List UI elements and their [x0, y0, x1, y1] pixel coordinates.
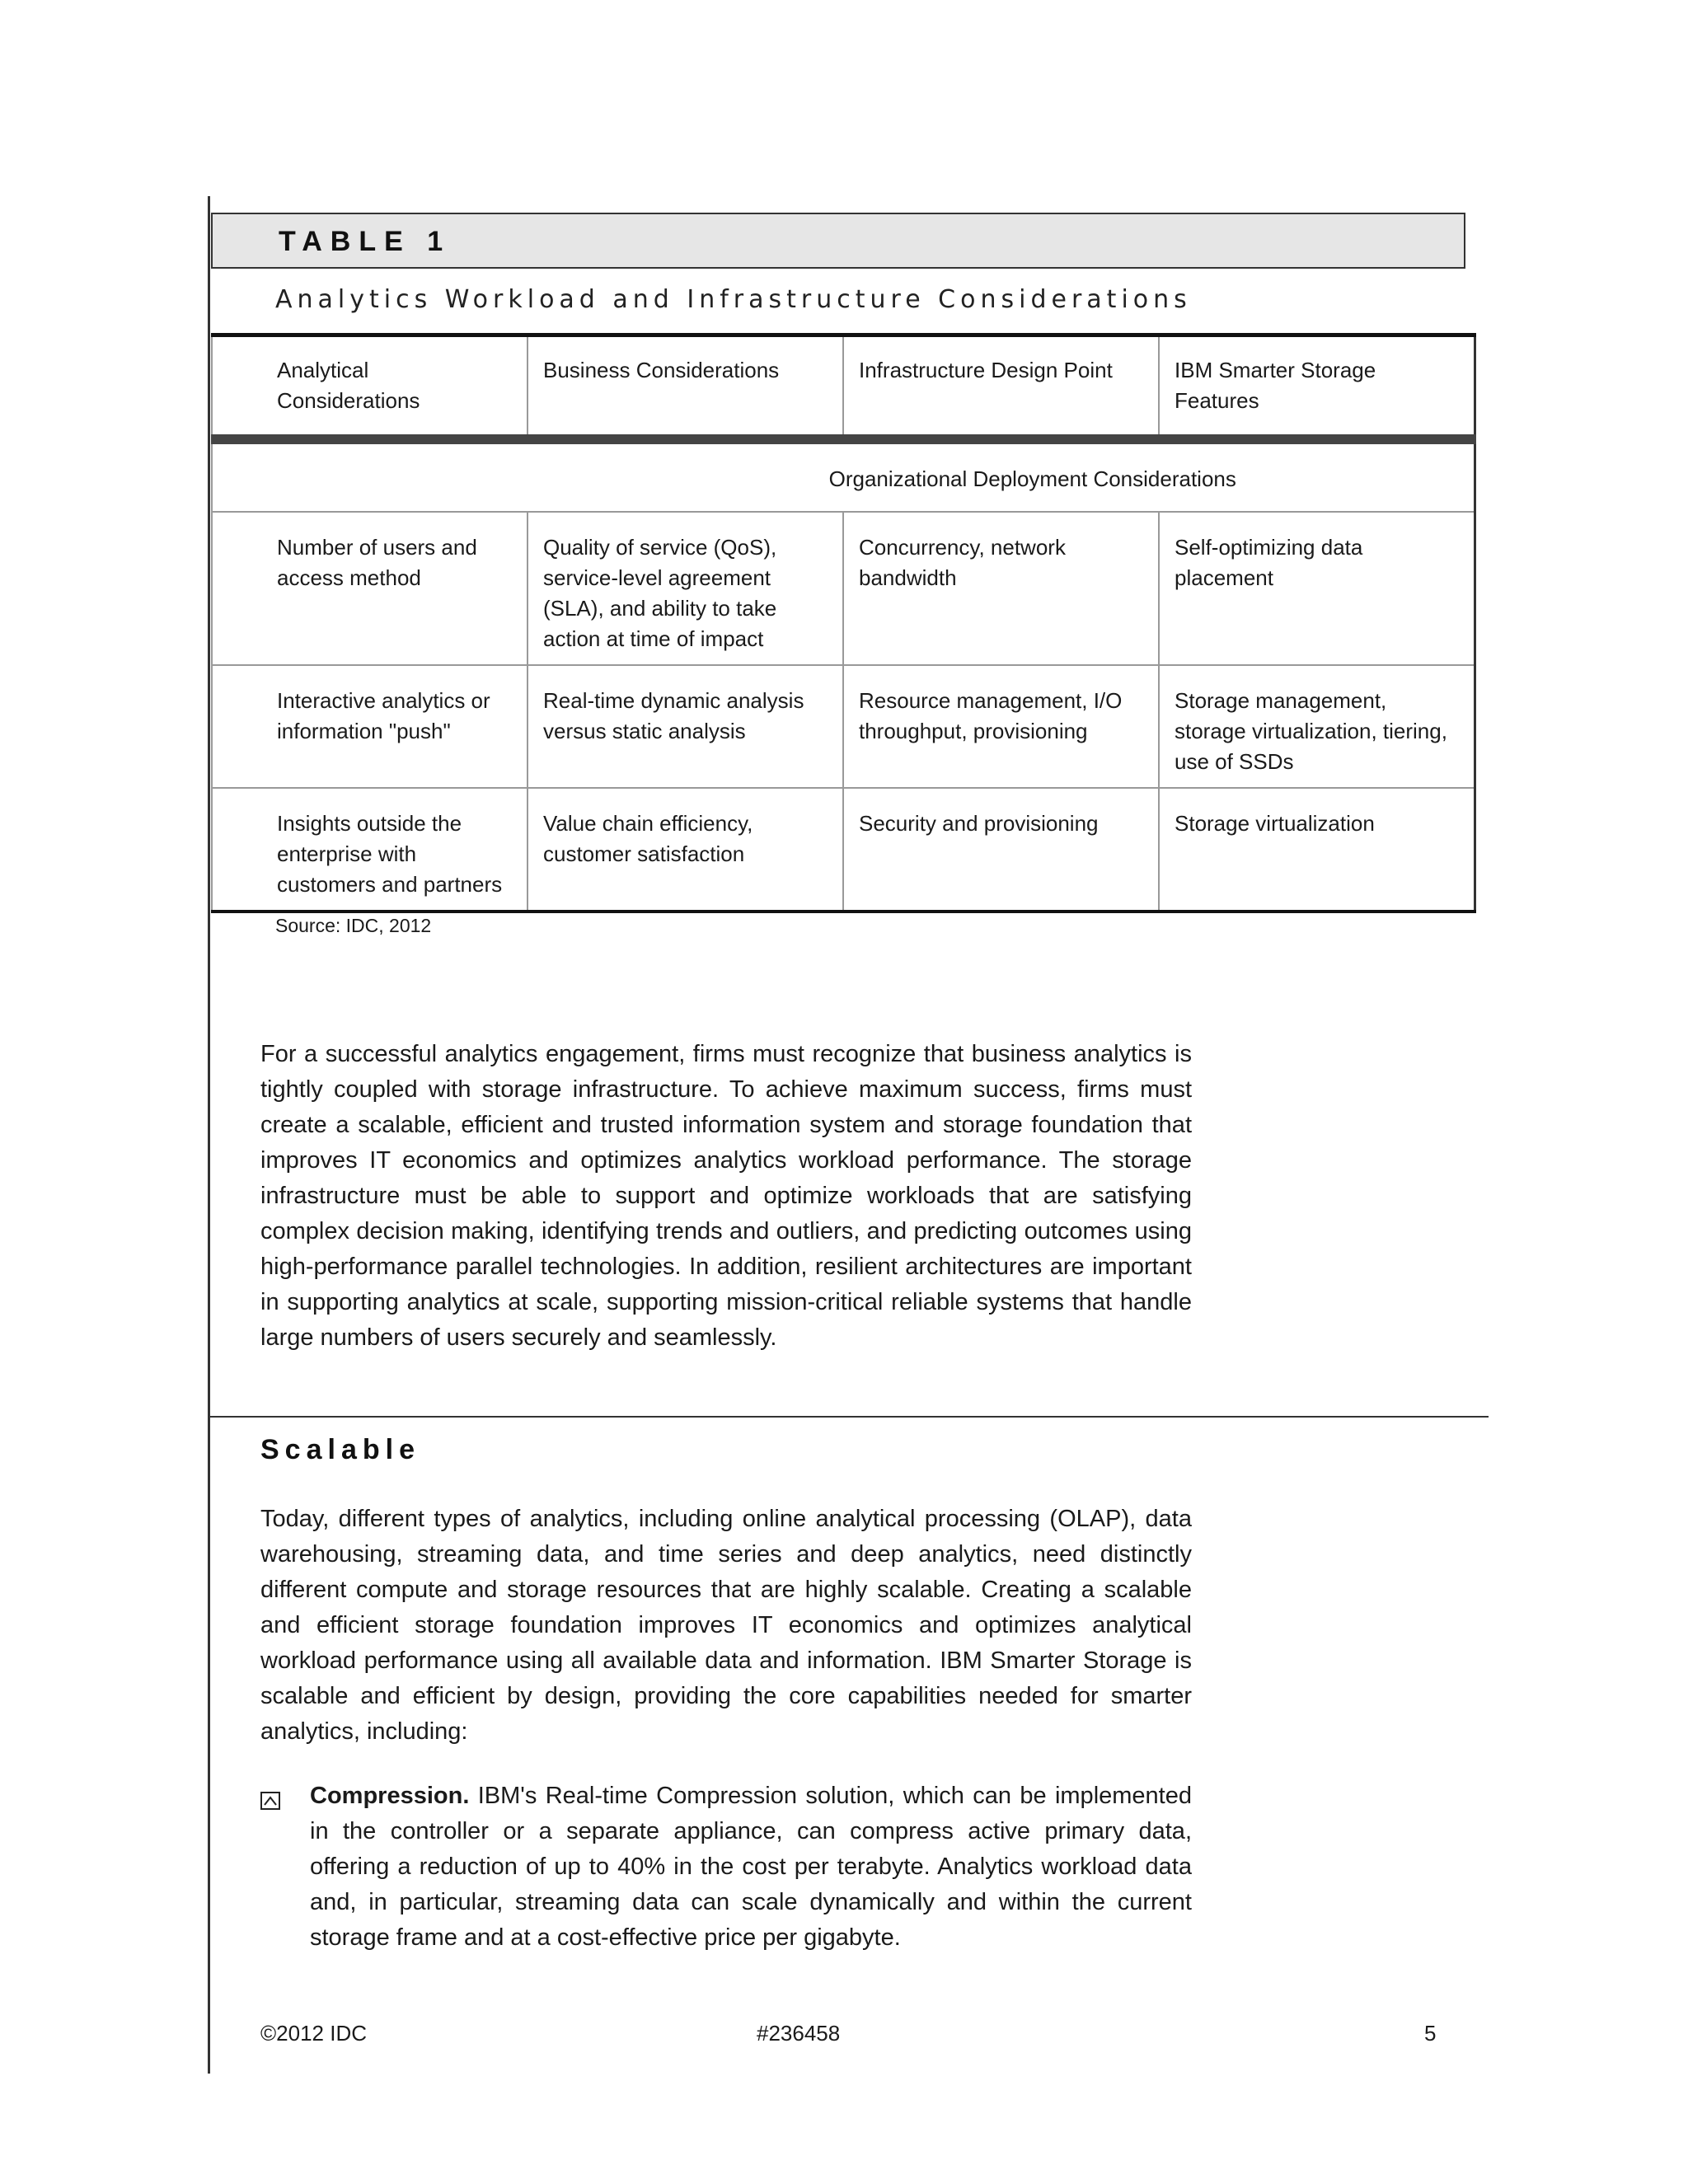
checkbox-arrow-icon [260, 1785, 280, 1803]
section-heading: Scalable [260, 1434, 420, 1465]
table-caption: Analytics Workload and Infrastructure Considerations [275, 285, 1192, 314]
header-infrastructure: Infrastructure Design Point [843, 335, 1159, 440]
body-paragraph-2: Today, different types of analytics, including online analytical processing (OLAP), data warehousing, streaming data, and time series and deep analytics, need distinctly different compute and storage resources that are highly scalable. Creating a scalable and efficient storage foundation improves IT economics and optimizes analytical workload performance using all available data and information. IBM Smarter Storage is scalable and efficient by design, providing the core capabilities needed for smarter analytics, including: [260, 1506, 1192, 1745]
table-source: Source: IDC, 2012 [275, 915, 432, 936]
table-cell: Interactive analytics or information "push" [212, 665, 528, 788]
footer-doc-number: #236458 [757, 2021, 841, 2046]
table-section-row [212, 439, 1475, 512]
footer-copyright: ©2012 IDC [260, 2021, 367, 2046]
table-cell: Self-optimizing data placement [1159, 512, 1475, 665]
table-cell: Quality of service (QoS), service-level agreement (SLA), and ability to take action at time of impact [528, 512, 843, 665]
header-business: Business Considerations [528, 335, 843, 440]
table-row [212, 665, 1475, 788]
table-label-box [211, 213, 1465, 269]
bullet-item-compression [260, 1779, 1192, 1956]
body-paragraph-1: For a successful analytics engagement, firms must recognize that business analytics is tightly coupled with storage infrastructure. To achieve maximum success, firms must create a scalable, efficient and trusted information system and storage foundation that improves IT economics and optimizes analytics workload performance. The storage infrastructure must be able to support and optimize workloads that are satisfying complex decision making, identifying trends and outliers, and predicting outcomes using high-performance parallel technologies. In addition, resilient architectures are important in supporting analytics at scale, supporting mission-critical reliable systems that handle large numbers of users securely and seamlessly. [260, 1041, 1192, 1351]
bullet-title: Compression. [310, 1783, 470, 1809]
section-label: Organizational Deployment Considerations [212, 439, 1475, 512]
header-analytical: Analytical Considerations [212, 335, 528, 440]
table-cell: Concurrency, network bandwidth [843, 512, 1159, 665]
table-cell: Real-time dynamic analysis versus static analysis [528, 665, 843, 788]
table-cell: Storage virtualization [1159, 788, 1475, 912]
table-cell: Security and provisioning [843, 788, 1159, 912]
table-row [212, 512, 1475, 665]
table-cell: Storage management, storage virtualization, tiering, use of SSDs [1159, 665, 1475, 788]
bullet-text [310, 1779, 1192, 1956]
considerations-table [211, 333, 1476, 913]
table-cell: Resource management, I/O throughput, provisioning [843, 665, 1159, 788]
footer-page-number: 5 [1424, 2021, 1437, 2046]
table-row [212, 788, 1475, 912]
page-left-rule [208, 196, 210, 2074]
table-cell: Value chain efficiency, customer satisfaction [528, 788, 843, 912]
table-cell: Number of users and access method [212, 512, 528, 665]
header-ibm-features: IBM Smarter Storage Features [1159, 335, 1475, 440]
bullet-body: IBM's Real-time Compression solution, which can be implemented in the controller or a separate appliance, can compress active primary data, offering a reduction of up to 40% in the cost per terabyte. Analytics workload data and, in particular, streaming data can scale dynamically and within the current storage frame and at a cost-effective price per gigabyte. [310, 1783, 1192, 1951]
section-divider [208, 1416, 1489, 1418]
table-label: TABLE 1 [279, 226, 452, 257]
table-cell: Insights outside the enterprise with customers and partners [212, 788, 528, 912]
table-header-row [212, 335, 1475, 440]
